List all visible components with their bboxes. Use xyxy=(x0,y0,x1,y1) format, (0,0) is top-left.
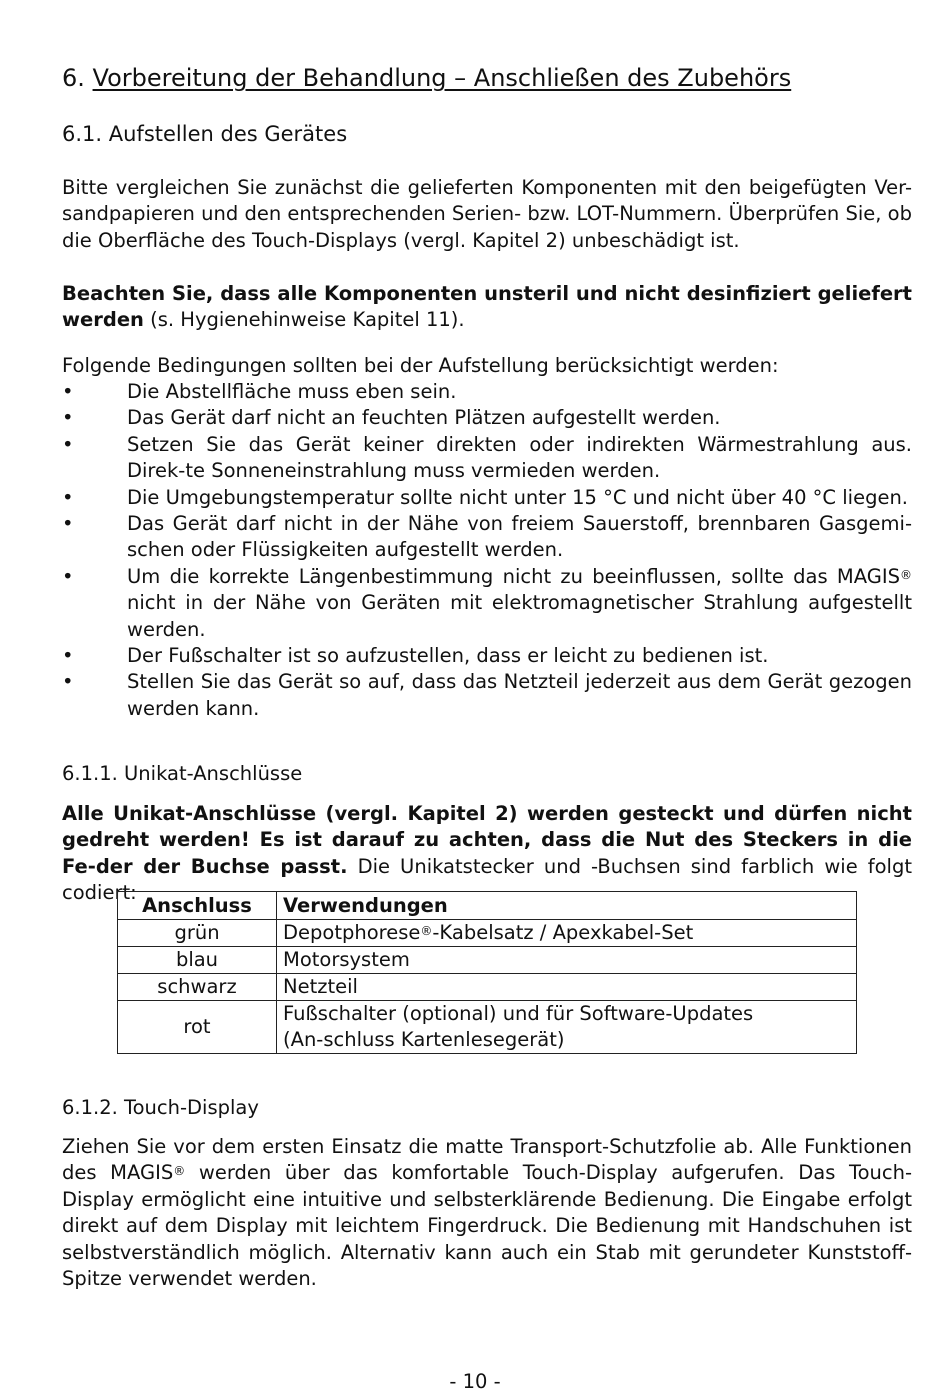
table-cell: Fußschalter (optional) und für Software-Updates (An-schluss Kartenlesegerät) xyxy=(277,1001,857,1054)
registered-mark: ® xyxy=(420,924,433,938)
bullet-icon: • xyxy=(62,380,74,403)
list-item: • Das Gerät darf nicht in der Nähe von freiem Sauerstoff, brennbaren Gasgemi-schen oder Flüssigkeiten aufgestellt werden. xyxy=(62,512,912,562)
table-row xyxy=(118,920,857,947)
warning-bold-line-2: werden xyxy=(62,308,144,332)
section-6-1-title: 6.1. Aufstellen des Gerätes xyxy=(62,122,348,146)
chapter-heading xyxy=(62,64,791,92)
table-row xyxy=(118,1001,857,1054)
chapter-title: Vorbereitung der Behandlung – Anschließen des Zubehörs xyxy=(92,64,792,92)
table-cell: schwarz xyxy=(118,974,277,1001)
list-item: • Die Umgebungstemperatur sollte nicht unter 15 °C und nicht über 40 °C liegen. xyxy=(62,485,912,511)
column-header-anschluss: Anschluss xyxy=(118,892,277,920)
section-6-1-1-title: 6.1.1. Unikat-Anschlüsse xyxy=(62,762,303,785)
bullet-icon: • xyxy=(62,432,74,456)
intro-line-1: Bitte vergleichen Sie zunächst die gelieferten Komponenten mit den beigefügten Ver- xyxy=(62,176,912,199)
section-6-1-2-title: 6.1.2. Touch-Display xyxy=(62,1096,259,1119)
connector-color-table xyxy=(117,891,857,1054)
connectors-bold-text: Alle Unikat-Anschlüsse (vergl. Kapitel 2) werden gesteckt und dürfen nicht gedreht werden! Es ist darauf zu achten, dass die Nut des Steckers in die Fe-der der Buchse passt. xyxy=(62,802,912,878)
list-item: • Setzen Sie das Gerät keiner direkten oder indirekten Wärmestrahlung aus. Direk-te Sonneneinstrahlung muss vermieden werden. xyxy=(62,432,912,483)
list-item: • Die Abstellfläche muss eben sein. xyxy=(62,379,912,405)
table-cell: rot xyxy=(118,1001,277,1054)
table-cell: blau xyxy=(118,947,277,974)
list-item: • Das Gerät darf nicht an feuchten Plätzen aufgestellt werden. xyxy=(62,405,912,431)
touch-display-paragraph: Ziehen Sie vor dem ersten Einsatz die matte Transport-Schutzfolie ab. Alle Funktionen des MAGIS® werden über das komfortable Touch-Display aufgerufen. Das Touch-Display ermöglicht eine intuitive und selbsterklärende Bedienung. Die Eingabe erfolgt direkt auf dem Display mit leichtem Fingerdruck. Die Bedienung mit Handschuhen ist selbstverständlich möglich. Alternativ kann auch ein Stab mit gerundeter Kunststoff-Spitze verwendet werden. xyxy=(62,1135,912,1291)
bullet-icon: • xyxy=(62,670,74,694)
bullet-icon: • xyxy=(62,564,74,588)
list-item: • Stellen Sie das Gerät so auf, dass das Netzteil jederzeit aus dem Gerät gezogen werden kann. xyxy=(62,670,912,720)
list-item: • Um die korrekte Längenbestimmung nicht zu beeinflussen, sollte das MAGIS® nicht in der Nähe von Geräten mit elektromagnetischer Strahlung aufgestellt werden. xyxy=(62,564,912,641)
table-cell: Motorsystem xyxy=(277,947,857,974)
registered-mark: ® xyxy=(173,1164,186,1179)
chapter-number: 6. xyxy=(62,64,85,92)
table-cell: grün xyxy=(118,920,277,947)
intro-line-3: die Oberfläche des Touch-Displays (vergl. Kapitel 2) unbeschädigt ist. xyxy=(62,228,740,252)
bullet-icon: • xyxy=(62,644,74,668)
warning-bold-line-1: Beachten Sie, dass alle Komponenten unsteril und nicht desinfiziert geliefert xyxy=(62,282,912,305)
intro-paragraph xyxy=(62,175,912,254)
table-row xyxy=(118,974,857,1001)
registered-mark: ® xyxy=(900,567,912,582)
bullet-icon: • xyxy=(62,406,74,430)
connectors-normal-text: Die Unikatstecker und -Buchsen sind farblich wie folgt codiert: xyxy=(62,854,912,905)
list-item: • Der Fußschalter ist so aufzustellen, dass er leicht zu bedienen ist. xyxy=(62,643,912,669)
warning-paragraph xyxy=(62,281,912,334)
table-header-row xyxy=(118,892,857,920)
warning-rest: (s. Hygienehinweise Kapitel 11). xyxy=(143,308,465,332)
bullet-icon: • xyxy=(62,512,74,536)
table-cell: Netzteil xyxy=(277,974,857,1001)
conditions-list xyxy=(62,379,912,722)
table-row xyxy=(118,947,857,974)
conditions-intro: Folgende Bedingungen sollten bei der Aufstellung berücksichtigt werden: xyxy=(62,354,779,377)
intro-line-2: sandpapieren und den entsprechenden Serien- bzw. LOT-Nummern. Überprüfen Sie, ob xyxy=(62,202,912,226)
bullet-icon: • xyxy=(62,485,74,509)
page-number: - 10 - xyxy=(449,1370,501,1393)
column-header-verwendungen: Verwendungen xyxy=(277,892,857,920)
table-cell: Depotphorese®-Kabelsatz / Apexkabel-Set xyxy=(277,920,857,947)
